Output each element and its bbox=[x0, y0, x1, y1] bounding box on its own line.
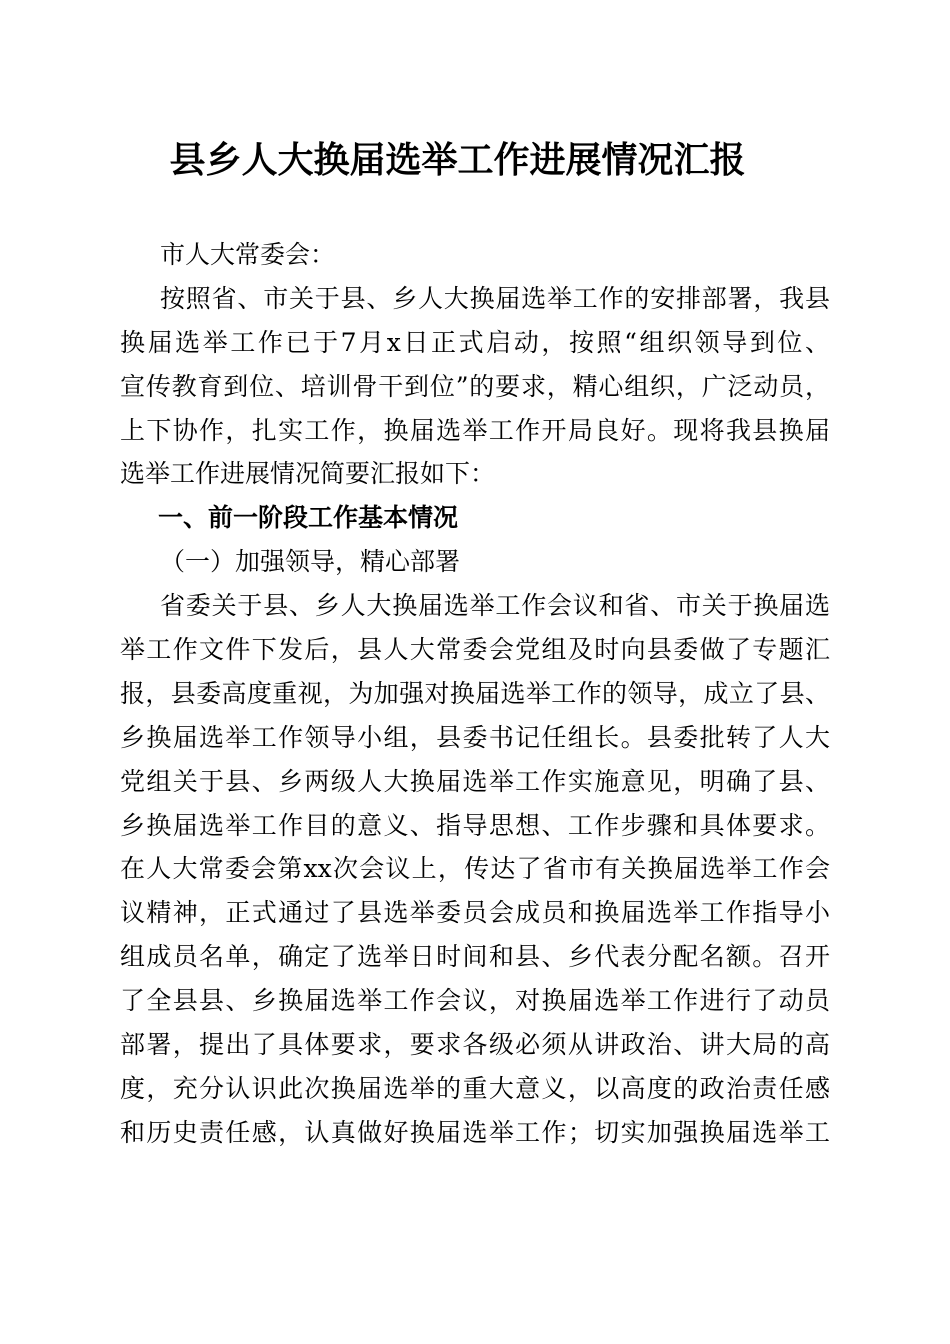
document-title: 县乡人大换届选举工作进展情况汇报 bbox=[169, 139, 746, 181]
paragraph-line: 举工作文件下发后，县人大常委会党组及时向县委做了专题汇 bbox=[120, 635, 830, 665]
paragraph-line: 组成员名单，确定了选举日时间和县、乡代表分配名额。召开 bbox=[120, 942, 830, 972]
paragraph-line: 宣传教育到位、培训骨干到位”的要求，精心组织，广泛动员， bbox=[120, 371, 830, 401]
intro-paragraph bbox=[120, 277, 830, 496]
section-heading: 一、前一阶段工作基本情况 bbox=[158, 503, 459, 533]
paragraph-line: 度，充分认识此次换届选举的重大意义，以高度的政治责任感 bbox=[120, 1073, 830, 1103]
paragraph-line: 按照省、市关于县、乡人大换届选举工作的安排部署，我县 bbox=[160, 283, 830, 313]
subsection-heading: （一）加强领导，精心部署 bbox=[160, 547, 461, 577]
subsection-paragraph bbox=[120, 584, 830, 1155]
paragraph-line: 报，县委高度重视，为加强对换届选举工作的领导，成立了县、 bbox=[120, 678, 830, 708]
paragraph-line: 党组关于县、乡两级人大换届选举工作实施意见，明确了县、 bbox=[120, 766, 830, 796]
paragraph-line: 选举工作进展情况简要汇报如下： bbox=[120, 459, 496, 489]
document-body bbox=[120, 233, 830, 1155]
paragraph-line: 和历史责任感，认真做好换届选举工作；切实加强换届选举工 bbox=[120, 1117, 830, 1147]
paragraph-line: 乡换届选举工作领导小组，县委书记任组长。县委批转了人大 bbox=[120, 722, 830, 752]
salutation: 市人大常委会： bbox=[160, 240, 336, 269]
paragraph-line: 上下协作，扎实工作，换届选举工作开局良好。现将我县换届 bbox=[120, 415, 830, 445]
paragraph-line: 省委关于县、乡人大换届选举工作会议和省、市关于换届选 bbox=[160, 591, 830, 621]
paragraph-line: 了全县县、乡换届选举工作会议，对换届选举工作进行了动员 bbox=[120, 986, 830, 1016]
paragraph-line: 乡换届选举工作目的意义、指导思想、工作步骤和具体要求。 bbox=[120, 810, 830, 840]
paragraph-line: 换届选举工作已于7月x日正式启动，按照“组织领导到位、 bbox=[120, 327, 830, 357]
paragraph-line: 议精神，正式通过了县选举委员会成员和换届选举工作指导小 bbox=[120, 898, 830, 928]
paragraph-line: 部署，提出了具体要求，要求各级必须从讲政治、讲大局的高 bbox=[120, 1030, 830, 1060]
paragraph-line: 在人大常委会第xx次会议上，传达了省市有关换届选举工作会 bbox=[120, 854, 830, 884]
